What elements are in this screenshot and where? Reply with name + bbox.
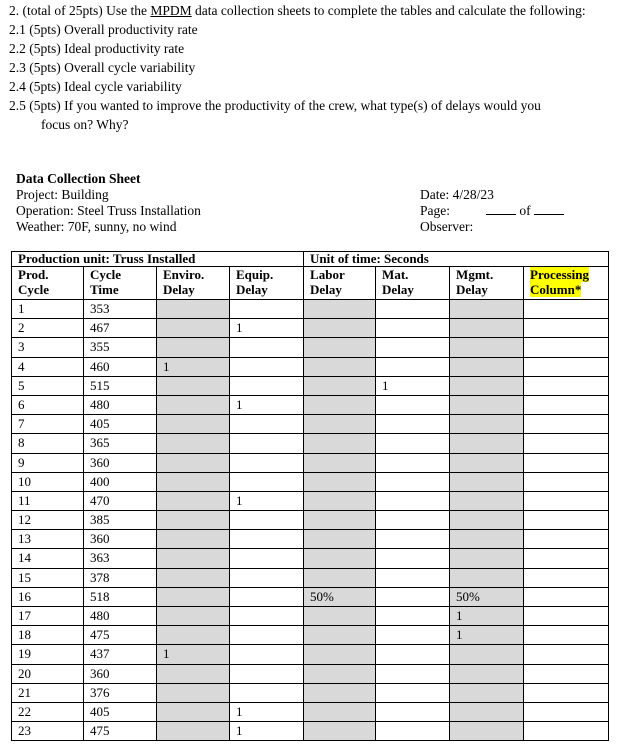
cell-processing-column[interactable] <box>524 722 609 741</box>
cell-cycle-time[interactable]: 360 <box>84 530 157 549</box>
cell-prod-cycle[interactable]: 5 <box>12 376 84 395</box>
cell-cycle-time[interactable]: 480 <box>84 607 157 626</box>
table-row <box>12 664 609 683</box>
cell-prod-cycle[interactable]: 20 <box>12 664 84 683</box>
cell-processing-column[interactable] <box>524 415 609 434</box>
cell-cycle-time[interactable]: 405 <box>84 702 157 721</box>
table-row <box>12 395 609 414</box>
cell-prod-cycle[interactable]: 15 <box>12 568 84 587</box>
cell-labor-delay[interactable] <box>304 434 376 453</box>
sheet-meta-left <box>16 187 201 235</box>
table-row <box>12 683 609 702</box>
cell-processing-column[interactable] <box>524 472 609 491</box>
cell-enviro-delay[interactable] <box>157 395 230 414</box>
cell-cycle-time[interactable]: 480 <box>84 395 157 414</box>
table-row <box>12 530 609 549</box>
cell-mgmt-delay[interactable] <box>450 645 524 664</box>
cell-labor-delay[interactable] <box>304 472 376 491</box>
cell-prod-cycle[interactable]: 6 <box>12 395 84 414</box>
cell-prod-cycle[interactable]: 13 <box>12 530 84 549</box>
cell-cycle-time[interactable]: 378 <box>84 568 157 587</box>
cell-cycle-time[interactable]: 470 <box>84 491 157 510</box>
cell-prod-cycle[interactable]: 17 <box>12 607 84 626</box>
cell-enviro-delay[interactable] <box>157 607 230 626</box>
intro-text: 2. (total of 25pts) Use the <box>9 3 151 18</box>
cell-equip-delay[interactable] <box>230 338 304 357</box>
project-label: Project: Building <box>16 187 109 202</box>
cell-mgmt-delay[interactable] <box>450 683 524 702</box>
cell-prod-cycle[interactable]: 7 <box>12 415 84 434</box>
question-item: 2.3 (5pts) Overall cycle variability <box>9 60 196 75</box>
table-row <box>12 300 609 319</box>
cell-processing-column[interactable] <box>524 511 609 530</box>
table-row <box>12 472 609 491</box>
cell-mat-delay[interactable] <box>376 491 450 510</box>
cell-mgmt-delay[interactable] <box>450 357 524 376</box>
page-total-blank <box>534 203 564 215</box>
header-text <box>530 267 589 297</box>
page-label: Page: <box>420 203 450 218</box>
cell-cycle-time[interactable]: 353 <box>84 300 157 319</box>
cell-enviro-delay[interactable] <box>157 472 230 491</box>
cell-mgmt-delay[interactable] <box>450 319 524 338</box>
cell-mat-delay[interactable] <box>376 587 450 606</box>
header-line: Mgmt. <box>456 267 494 282</box>
cell-labor-delay[interactable] <box>304 415 376 434</box>
cell-labor-delay[interactable] <box>304 683 376 702</box>
header-line: Cycle <box>18 282 50 297</box>
cell-mgmt-delay[interactable] <box>450 491 524 510</box>
cell-processing-column[interactable] <box>524 645 609 664</box>
cell-enviro-delay[interactable] <box>157 319 230 338</box>
cell-equip-delay[interactable] <box>230 607 304 626</box>
header-text <box>382 267 414 297</box>
cell-mat-delay[interactable]: 1 <box>376 376 450 395</box>
data-collection-table <box>11 251 609 741</box>
cell-mgmt-delay[interactable] <box>450 338 524 357</box>
question-item: 2.2 (5pts) Ideal productivity rate <box>9 41 185 56</box>
cell-cycle-time[interactable]: 400 <box>84 472 157 491</box>
cell-equip-delay[interactable]: 1 <box>230 491 304 510</box>
cell-mgmt-delay[interactable] <box>450 415 524 434</box>
cell-mgmt-delay[interactable] <box>450 511 524 530</box>
table-row <box>12 587 609 606</box>
cell-cycle-time[interactable]: 437 <box>84 645 157 664</box>
cell-equip-delay[interactable] <box>230 376 304 395</box>
header-text <box>236 267 273 297</box>
cell-mgmt-delay[interactable] <box>450 453 524 472</box>
header-prod-cycle <box>12 267 84 300</box>
table-row <box>12 607 609 626</box>
header-line: Enviro. <box>163 267 205 282</box>
table-row <box>12 434 609 453</box>
page-blank <box>486 203 516 215</box>
cell-mgmt-delay[interactable] <box>450 434 524 453</box>
cell-cycle-time[interactable]: 515 <box>84 376 157 395</box>
production-unit-label: Production unit: Truss Installed <box>12 252 304 267</box>
cell-processing-column[interactable] <box>524 300 609 319</box>
cell-enviro-delay[interactable] <box>157 530 230 549</box>
cell-equip-delay[interactable] <box>230 587 304 606</box>
cell-labor-delay[interactable]: 50% <box>304 587 376 606</box>
cell-equip-delay[interactable] <box>230 415 304 434</box>
cell-cycle-time[interactable]: 360 <box>84 664 157 683</box>
table-row <box>12 702 609 721</box>
cell-equip-delay[interactable]: 1 <box>230 319 304 338</box>
header-text <box>456 267 493 297</box>
cell-labor-delay[interactable] <box>304 530 376 549</box>
cell-mat-delay[interactable] <box>376 664 450 683</box>
cell-mat-delay[interactable] <box>376 472 450 491</box>
cell-prod-cycle[interactable]: 14 <box>12 549 84 568</box>
cell-processing-column[interactable] <box>524 607 609 626</box>
cell-equip-delay[interactable]: 1 <box>230 702 304 721</box>
cell-cycle-time[interactable]: 355 <box>84 338 157 357</box>
page-field <box>420 203 564 219</box>
header-line: Column* <box>530 282 582 297</box>
cell-cycle-time[interactable]: 363 <box>84 549 157 568</box>
cell-processing-column[interactable] <box>524 376 609 395</box>
header-enviro-delay <box>157 267 230 300</box>
question-item: 2.5 (5pts) If you wanted to improve the productivity of the crew, what type(s) of delays would you <box>9 98 541 113</box>
sheet-meta-right <box>420 187 564 235</box>
cell-equip-delay[interactable] <box>230 300 304 319</box>
cell-enviro-delay[interactable] <box>157 453 230 472</box>
cell-labor-delay[interactable] <box>304 702 376 721</box>
cell-enviro-delay[interactable] <box>157 664 230 683</box>
header-line: Delay <box>236 282 268 297</box>
cell-mat-delay[interactable] <box>376 702 450 721</box>
cell-prod-cycle[interactable]: 16 <box>12 587 84 606</box>
cell-processing-column[interactable] <box>524 338 609 357</box>
cell-labor-delay[interactable] <box>304 722 376 741</box>
cell-cycle-time[interactable]: 467 <box>84 319 157 338</box>
cell-enviro-delay[interactable]: 1 <box>157 645 230 664</box>
cell-mgmt-delay[interactable] <box>450 472 524 491</box>
question-item-continuation: focus on? Why? <box>41 117 129 132</box>
cell-prod-cycle[interactable]: 21 <box>12 683 84 702</box>
cell-prod-cycle[interactable]: 1 <box>12 300 84 319</box>
table-row <box>12 453 609 472</box>
cell-enviro-delay[interactable] <box>157 300 230 319</box>
header-text <box>90 267 121 297</box>
header-line: Mat. <box>382 267 409 282</box>
cell-prod-cycle[interactable]: 19 <box>12 645 84 664</box>
cell-processing-column[interactable] <box>524 491 609 510</box>
header-line: Delay <box>310 282 342 297</box>
cell-equip-delay[interactable] <box>230 683 304 702</box>
cell-processing-column[interactable] <box>524 434 609 453</box>
cell-enviro-delay[interactable] <box>157 683 230 702</box>
cell-equip-delay[interactable] <box>230 453 304 472</box>
cell-mat-delay[interactable] <box>376 357 450 376</box>
cell-mat-delay[interactable] <box>376 453 450 472</box>
header-text <box>163 267 204 297</box>
header-line: Cycle <box>90 267 122 282</box>
cell-mat-delay[interactable] <box>376 338 450 357</box>
cell-mgmt-delay[interactable]: 50% <box>450 587 524 606</box>
cell-enviro-delay[interactable] <box>157 338 230 357</box>
cell-prod-cycle[interactable]: 3 <box>12 338 84 357</box>
cell-equip-delay[interactable]: 1 <box>230 395 304 414</box>
cell-processing-column[interactable] <box>524 626 609 645</box>
cell-processing-column[interactable] <box>524 395 609 414</box>
cell-cycle-time[interactable]: 460 <box>84 357 157 376</box>
cell-enviro-delay[interactable] <box>157 491 230 510</box>
cell-enviro-delay[interactable] <box>157 702 230 721</box>
cell-processing-column[interactable] <box>524 568 609 587</box>
mpdm-link-text: MPDM <box>150 3 192 18</box>
header-line: Time <box>90 282 119 297</box>
cell-mgmt-delay[interactable] <box>450 702 524 721</box>
cell-processing-column[interactable] <box>524 683 609 702</box>
cell-equip-delay[interactable] <box>230 645 304 664</box>
cell-labor-delay[interactable] <box>304 453 376 472</box>
header-line: Equip. <box>236 267 274 282</box>
cell-enviro-delay[interactable] <box>157 722 230 741</box>
weather-label: Weather: 70F, sunny, no wind <box>16 219 177 234</box>
cell-mgmt-delay[interactable] <box>450 549 524 568</box>
cell-enviro-delay[interactable] <box>157 434 230 453</box>
cell-equip-delay[interactable] <box>230 434 304 453</box>
cell-mgmt-delay[interactable]: 1 <box>450 626 524 645</box>
cell-labor-delay[interactable] <box>304 645 376 664</box>
cell-mat-delay[interactable] <box>376 415 450 434</box>
cell-enviro-delay[interactable] <box>157 626 230 645</box>
cell-processing-column[interactable] <box>524 549 609 568</box>
header-cycle-time <box>84 267 157 300</box>
table-row <box>12 491 609 510</box>
cell-labor-delay[interactable] <box>304 376 376 395</box>
header-line: Prod. <box>18 267 49 282</box>
header-text <box>18 267 49 297</box>
cell-processing-column[interactable] <box>524 453 609 472</box>
cell-enviro-delay[interactable] <box>157 549 230 568</box>
unit-of-time-label: Unit of time: Seconds <box>304 252 609 267</box>
cell-labor-delay[interactable] <box>304 664 376 683</box>
cell-processing-column[interactable] <box>524 319 609 338</box>
cell-prod-cycle[interactable]: 12 <box>12 511 84 530</box>
question-intro <box>9 1 611 20</box>
cell-processing-column[interactable] <box>524 702 609 721</box>
table-row <box>12 568 609 587</box>
cell-enviro-delay[interactable]: 1 <box>157 357 230 376</box>
cell-mat-delay[interactable] <box>376 683 450 702</box>
cell-mgmt-delay[interactable] <box>450 568 524 587</box>
table-row <box>12 376 609 395</box>
table-row <box>12 722 609 741</box>
cell-mgmt-delay[interactable] <box>450 395 524 414</box>
table-row <box>12 549 609 568</box>
cell-mat-delay[interactable] <box>376 319 450 338</box>
cell-mat-delay[interactable] <box>376 530 450 549</box>
cell-mat-delay[interactable] <box>376 395 450 414</box>
cell-processing-column[interactable] <box>524 530 609 549</box>
table-row <box>12 511 609 530</box>
cell-cycle-time[interactable]: 475 <box>84 722 157 741</box>
intro-text-rest: data collection sheets to complete the tables and calculate the following: <box>191 3 586 18</box>
question-item: 2.4 (5pts) Ideal cycle variability <box>9 79 182 94</box>
observer-label: Observer: <box>420 219 474 234</box>
cell-enviro-delay[interactable] <box>157 511 230 530</box>
cell-mat-delay[interactable] <box>376 549 450 568</box>
header-processing-column <box>524 267 609 300</box>
cell-prod-cycle[interactable]: 2 <box>12 319 84 338</box>
table-row <box>12 626 609 645</box>
cell-enviro-delay[interactable] <box>157 587 230 606</box>
cell-mat-delay[interactable] <box>376 568 450 587</box>
table-row <box>12 645 609 664</box>
cell-cycle-time[interactable]: 405 <box>84 415 157 434</box>
cell-cycle-time[interactable]: 376 <box>84 683 157 702</box>
cell-processing-column[interactable] <box>524 664 609 683</box>
cell-cycle-time[interactable]: 360 <box>84 453 157 472</box>
cell-cycle-time[interactable]: 475 <box>84 626 157 645</box>
cell-equip-delay[interactable] <box>230 511 304 530</box>
cell-labor-delay[interactable] <box>304 319 376 338</box>
cell-equip-delay[interactable] <box>230 357 304 376</box>
date-label: Date: 4/28/23 <box>420 187 494 202</box>
cell-mgmt-delay[interactable] <box>450 722 524 741</box>
header-labor-delay <box>304 267 376 300</box>
cell-labor-delay[interactable] <box>304 395 376 414</box>
cell-labor-delay[interactable] <box>304 338 376 357</box>
header-line: Processing <box>530 267 590 282</box>
cell-prod-cycle[interactable]: 11 <box>12 491 84 510</box>
cell-enviro-delay[interactable] <box>157 376 230 395</box>
cell-prod-cycle[interactable]: 8 <box>12 434 84 453</box>
question-block <box>9 1 611 134</box>
sheet-title: Data Collection Sheet <box>16 171 141 186</box>
cell-equip-delay[interactable] <box>230 626 304 645</box>
cell-equip-delay[interactable] <box>230 472 304 491</box>
cell-processing-column[interactable] <box>524 587 609 606</box>
cell-enviro-delay[interactable] <box>157 415 230 434</box>
cell-mat-delay[interactable] <box>376 511 450 530</box>
table-row <box>12 357 609 376</box>
cell-cycle-time[interactable]: 385 <box>84 511 157 530</box>
header-line: Delay <box>382 282 414 297</box>
cell-prod-cycle[interactable]: 18 <box>12 626 84 645</box>
cell-prod-cycle[interactable]: 23 <box>12 722 84 741</box>
cell-mat-delay[interactable] <box>376 722 450 741</box>
table-row <box>12 338 609 357</box>
header-mgmt-delay <box>450 267 524 300</box>
header-line: Delay <box>163 282 195 297</box>
question-item: 2.1 (5pts) Overall productivity rate <box>9 22 198 37</box>
header-text <box>310 267 345 297</box>
cell-mgmt-delay[interactable]: 1 <box>450 607 524 626</box>
cell-mat-delay[interactable] <box>376 300 450 319</box>
cell-enviro-delay[interactable] <box>157 568 230 587</box>
cell-mat-delay[interactable] <box>376 434 450 453</box>
cell-cycle-time[interactable]: 365 <box>84 434 157 453</box>
cell-mgmt-delay[interactable] <box>450 300 524 319</box>
cell-labor-delay[interactable] <box>304 607 376 626</box>
header-line: Labor <box>310 267 345 282</box>
cell-mgmt-delay[interactable] <box>450 664 524 683</box>
cell-labor-delay[interactable] <box>304 491 376 510</box>
cell-mgmt-delay[interactable] <box>450 530 524 549</box>
page-of-label: of <box>519 203 531 218</box>
cell-mgmt-delay[interactable] <box>450 376 524 395</box>
cell-labor-delay[interactable] <box>304 357 376 376</box>
cell-labor-delay[interactable] <box>304 300 376 319</box>
cell-labor-delay[interactable] <box>304 511 376 530</box>
cell-prod-cycle[interactable]: 4 <box>12 357 84 376</box>
cell-mat-delay[interactable] <box>376 626 450 645</box>
cell-equip-delay[interactable] <box>230 530 304 549</box>
table-row <box>12 319 609 338</box>
cell-equip-delay[interactable] <box>230 549 304 568</box>
cell-equip-delay[interactable] <box>230 568 304 587</box>
operation-label: Operation: Steel Truss Installation <box>16 203 201 218</box>
cell-equip-delay[interactable]: 1 <box>230 722 304 741</box>
cell-equip-delay[interactable] <box>230 664 304 683</box>
cell-labor-delay[interactable] <box>304 626 376 645</box>
table-row <box>12 415 609 434</box>
cell-mat-delay[interactable] <box>376 645 450 664</box>
cell-mat-delay[interactable] <box>376 607 450 626</box>
cell-labor-delay[interactable] <box>304 568 376 587</box>
cell-prod-cycle[interactable]: 22 <box>12 702 84 721</box>
cell-prod-cycle[interactable]: 9 <box>12 453 84 472</box>
header-mat-delay <box>376 267 450 300</box>
cell-labor-delay[interactable] <box>304 549 376 568</box>
cell-prod-cycle[interactable]: 10 <box>12 472 84 491</box>
header-line: Delay <box>456 282 488 297</box>
header-equip-delay <box>230 267 304 300</box>
cell-processing-column[interactable] <box>524 357 609 376</box>
cell-cycle-time[interactable]: 518 <box>84 587 157 606</box>
